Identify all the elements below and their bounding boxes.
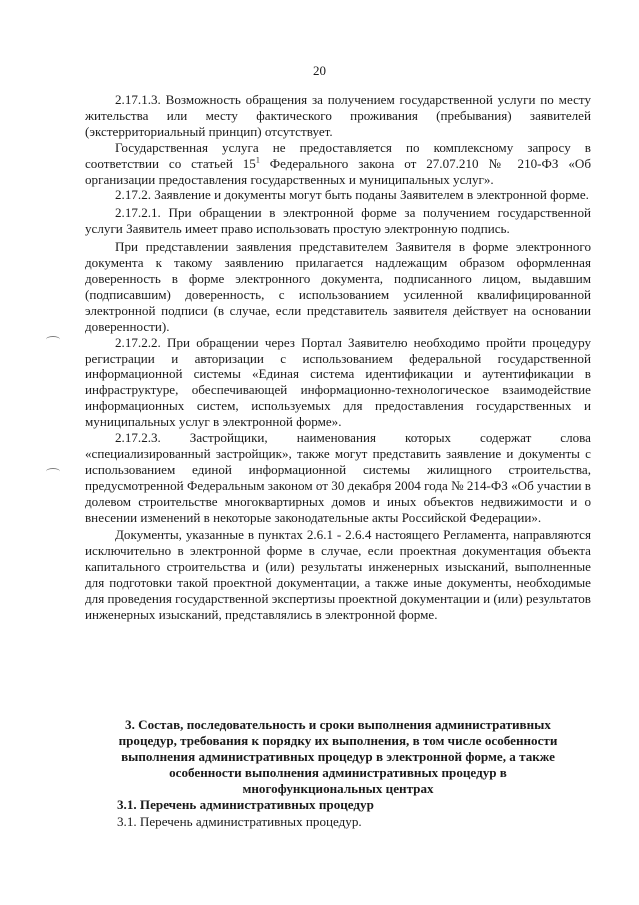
subsection-3-1-text: 3.1. Перечень административных процедур. bbox=[117, 814, 362, 829]
paragraph-complex-request-part2: Федерального закона от 27.07.210 № 210-ФЗ «Об организации предоставления государственных и муниципальных услуг». bbox=[85, 155, 591, 187]
page-number: 20 bbox=[313, 63, 326, 78]
section-title-line: процедур, требования к порядку их выполнения, в том числе особенности bbox=[118, 733, 558, 748]
margin-mark bbox=[46, 468, 60, 475]
paragraph-complex-request-part1: Государственная услуга не предоставляется по комплексному запросу в соответствии со статьей 15 bbox=[85, 139, 591, 171]
section-title-line: 3. Состав, последовательность и сроки выполнения административных bbox=[125, 717, 551, 732]
paragraph-documents: Документы, указанные в пунктах 2.6.1 - 2.6.4 настоящего Регламента, направляются исключительно в электронной форме в случае, если проектная документация объекта капитального строительства и (или) результаты инженерных изысканий, выполненные для подготовки такой проектной документации, а также иные документы, необходимые для проведения государственной экспертизы проектной документации и (или) результатов инженерных изысканий, представлялись в электронной форме. bbox=[85, 527, 591, 622]
paragraph-representative: При представлении заявления представителем Заявителя в форме электронного документа к такому заявлению прилагается надлежащим образом оформленная доверенность в форме электронного документа, подписанного лицом, выдавшим (подписавшим) доверенность, с использованием усиленной квалифицированной электронной подписи (в случае, если представитель заявителя действует на основании доверенности). bbox=[85, 239, 591, 334]
section-title-line: особенности выполнения административных процедур в bbox=[169, 765, 507, 780]
section-3-title bbox=[85, 717, 591, 797]
paragraph-2-17-2-2: 2.17.2.2. При обращении через Портал Заявителю необходимо пройти процедуру регистрации и авторизации с использованием федеральной государственной информационной системы «Единая система идентификации и аутентификации в инфраструктуре, обеспечивающей информационно-технологическое взаимодействие информационных систем, используемых для предоставления государственных и муниципальных услуг в электронной форме». bbox=[85, 334, 591, 430]
section-title-line: многофункциональных центрах bbox=[242, 781, 434, 796]
paragraph-2-17-1-3: 2.17.1.3. Возможность обращения за получением государственной услуги по месту жительства или месту фактического проживания (пребывания) заявителей (экстерриториальный принцип) отсутствует. bbox=[85, 92, 591, 139]
article-superscript: 1 bbox=[255, 155, 260, 165]
paragraph-2-17-2-1: 2.17.2.1. При обращении в электронной форме за получением государственной услуги Заявитель имеет право использовать простую электронную подпись. bbox=[85, 205, 591, 237]
paragraph-complex-request bbox=[85, 140, 591, 188]
margin-mark bbox=[46, 336, 60, 343]
paragraph-2-17-2: 2.17.2. Заявление и документы могут быть поданы Заявителем в электронной форме. bbox=[115, 187, 589, 203]
paragraph-2-17-2-3: 2.17.2.3. Застройщики, наименования которых содержат слова «специализированный застройщик», также могут представить заявление и документы с использованием единой информационной системы жилищного строительства, предусмотренной Федеральным законом от 30 декабря 2004 года № 214-ФЗ «Об участии в долевом строительстве многоквартирных домов и иных объектов недвижимости и о внесении изменений в некоторые законодательные акты Российской Федерации». bbox=[85, 430, 591, 525]
body-text bbox=[85, 92, 591, 623]
subsection-3-1-heading: 3.1. Перечень административных процедур bbox=[117, 797, 374, 812]
section-title-line: выполнения административных процедур в электронной форме, а также bbox=[121, 749, 555, 764]
